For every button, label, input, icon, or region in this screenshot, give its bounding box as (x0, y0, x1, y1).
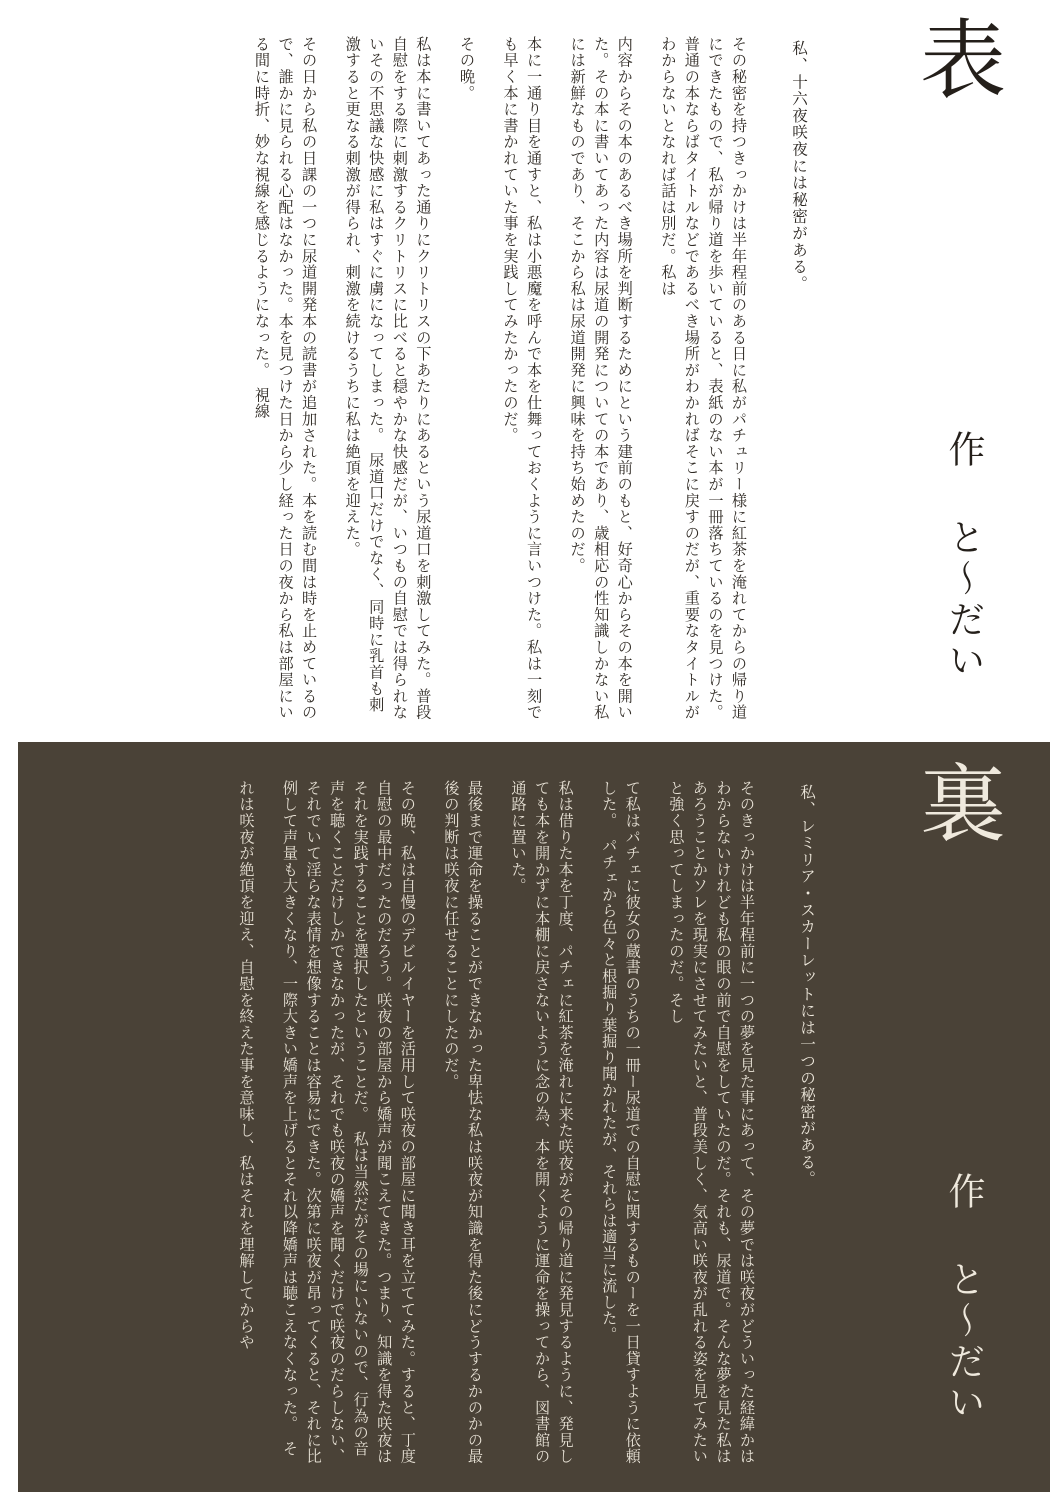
omote-paragraph: その秘密を持つきっかけは半年程前のある日に私がパチュリー様に紅茶を淹れてからの帰り道にできたもので、私が帰り道を歩いていると、表紙のない本が一冊落ちているのを見つけた。普通の本ならばタイトルなどであるべき場所がわかればそこに戻すのだが、重要なタイトルがわからないとなれば話は別だ。私は (659, 36, 748, 721)
omote-paragraph: 内容からその本のあるべき場所を判断するためにという建前のもと、好奇心からその本を開いた。その本に書いてあった内容は尿道の開発についての本であり、歳相応の性知識しかない私には新鮮なものであり、そこから私は尿道開発に興味を持ち始めたのだ。 (568, 36, 634, 721)
omote-title: 表 (920, 11, 1006, 111)
ura-body-columns (234, 780, 758, 1470)
ura-paragraph: 私は借りた本を丁度、パチェに紅茶を淹れに来た咲夜がその帰り道に発見するように、発見しても本を開かずに本棚に戻さないように念の為、本を開くように運命を操ってから、図書館の通路に置いた。 (509, 780, 575, 1465)
ura-paragraph: 最後まで運命を操ることができなかった卑怯な私は咲夜が知識を得た後にどうするかのかの最後の判断は咲夜に任せることにしたのだ。 (442, 780, 484, 1465)
ura-title: 裏 (920, 755, 1006, 855)
omote-opening-line: 私、十六夜咲夜には秘密がある。 (790, 40, 808, 292)
ura-credit: 作 と〜だい (942, 1172, 985, 1424)
omote-panel (0, 0, 1050, 742)
omote-credit: 作 と〜だい (942, 430, 985, 682)
omote-paragraph: 本に一通り目を通すと、私は小悪魔を呼んで本を仕舞っておくように言いつけた。私は一刻でも早く本に書かれていた事を実践してみたかったのだ。 (501, 36, 544, 721)
omote-paragraph: その日から私の日課の一つに尿道開発本の読書が追加された。本を読む間は時を止めているので、誰かに見られる心配はなかった。本を見つけた日から少し経った日の夜から私は部屋にいる間に時折、妙な視線を感じるようになった。 視線 (253, 36, 319, 721)
ura-opening-line: 私、レミリア・スカーレットには一つの秘密がある。 (798, 784, 816, 1188)
ura-panel (18, 742, 1050, 1492)
omote-paragraph: その晩。 (457, 36, 476, 102)
ura-paragraph: その晩、私は自慢のデビルイヤーを活用して咲夜の部屋に聞き耳を立ててみた。すると、丁度自慰の最中だったのだろう。咲夜の部屋から嬌声が聞こえてきた。つまり、知識を得た咲夜はそれを実践することを選択したということだ。 私は当然だがその場にいないので、行為の音声を聴くことだけしかできなかったが、それでも咲夜の嬌声を聞くだけで咲夜のだらしない、それでいて淫らな表情を想像することは容易にできた。次第に咲夜が昂ってくると、それに比例して声量も大きくなり、一際大きい嬌声を上げるとそれ以降嬌声は聴こえなくなった。 そ (281, 780, 417, 1465)
ura-paragraph: れは咲夜が絶頂を迎え、自慰を終えた事を意味し、私はそれを理解してからや (237, 780, 256, 1351)
omote-body-columns (249, 36, 750, 726)
ura-paragraph: て私はパチェに彼女の蔵書のうちの一冊ー尿道での自慰に関するものーを一日貸すように依頼した。 パチェから色々と根掘り葉掘り聞かれたが、それらは適当に流した。 (600, 780, 642, 1465)
ura-paragraph: そのきっかけは半年程前に一つの夢を見た事にあって、その夢では咲夜がどういった経緯かはわからないけれども私の眼の前で自慰をしていたのだ。それも、尿道で。そんな夢を見た私はあろうことかソレを現実にさせてみたいと、普段美しく、気高い咲夜が乱れる姿を見てみたいと強く思ってしまったのだ。そし (667, 780, 756, 1465)
omote-paragraph: 私は本に書いてあった通りにクリトリスの下あたりにあるという尿道口を刺激してみた。普段自慰をする際に刺激するクリトリスに比べると穏やかな快感だが、いつもの自慰では得られないその不思議な快感に私はすぐに虜になってしまった。 尿道口だけでなく、同時に乳首も刺激すると更なる刺激が得られ、刺激を続けるうちに私は絶頂を迎えた。 (343, 36, 433, 721)
